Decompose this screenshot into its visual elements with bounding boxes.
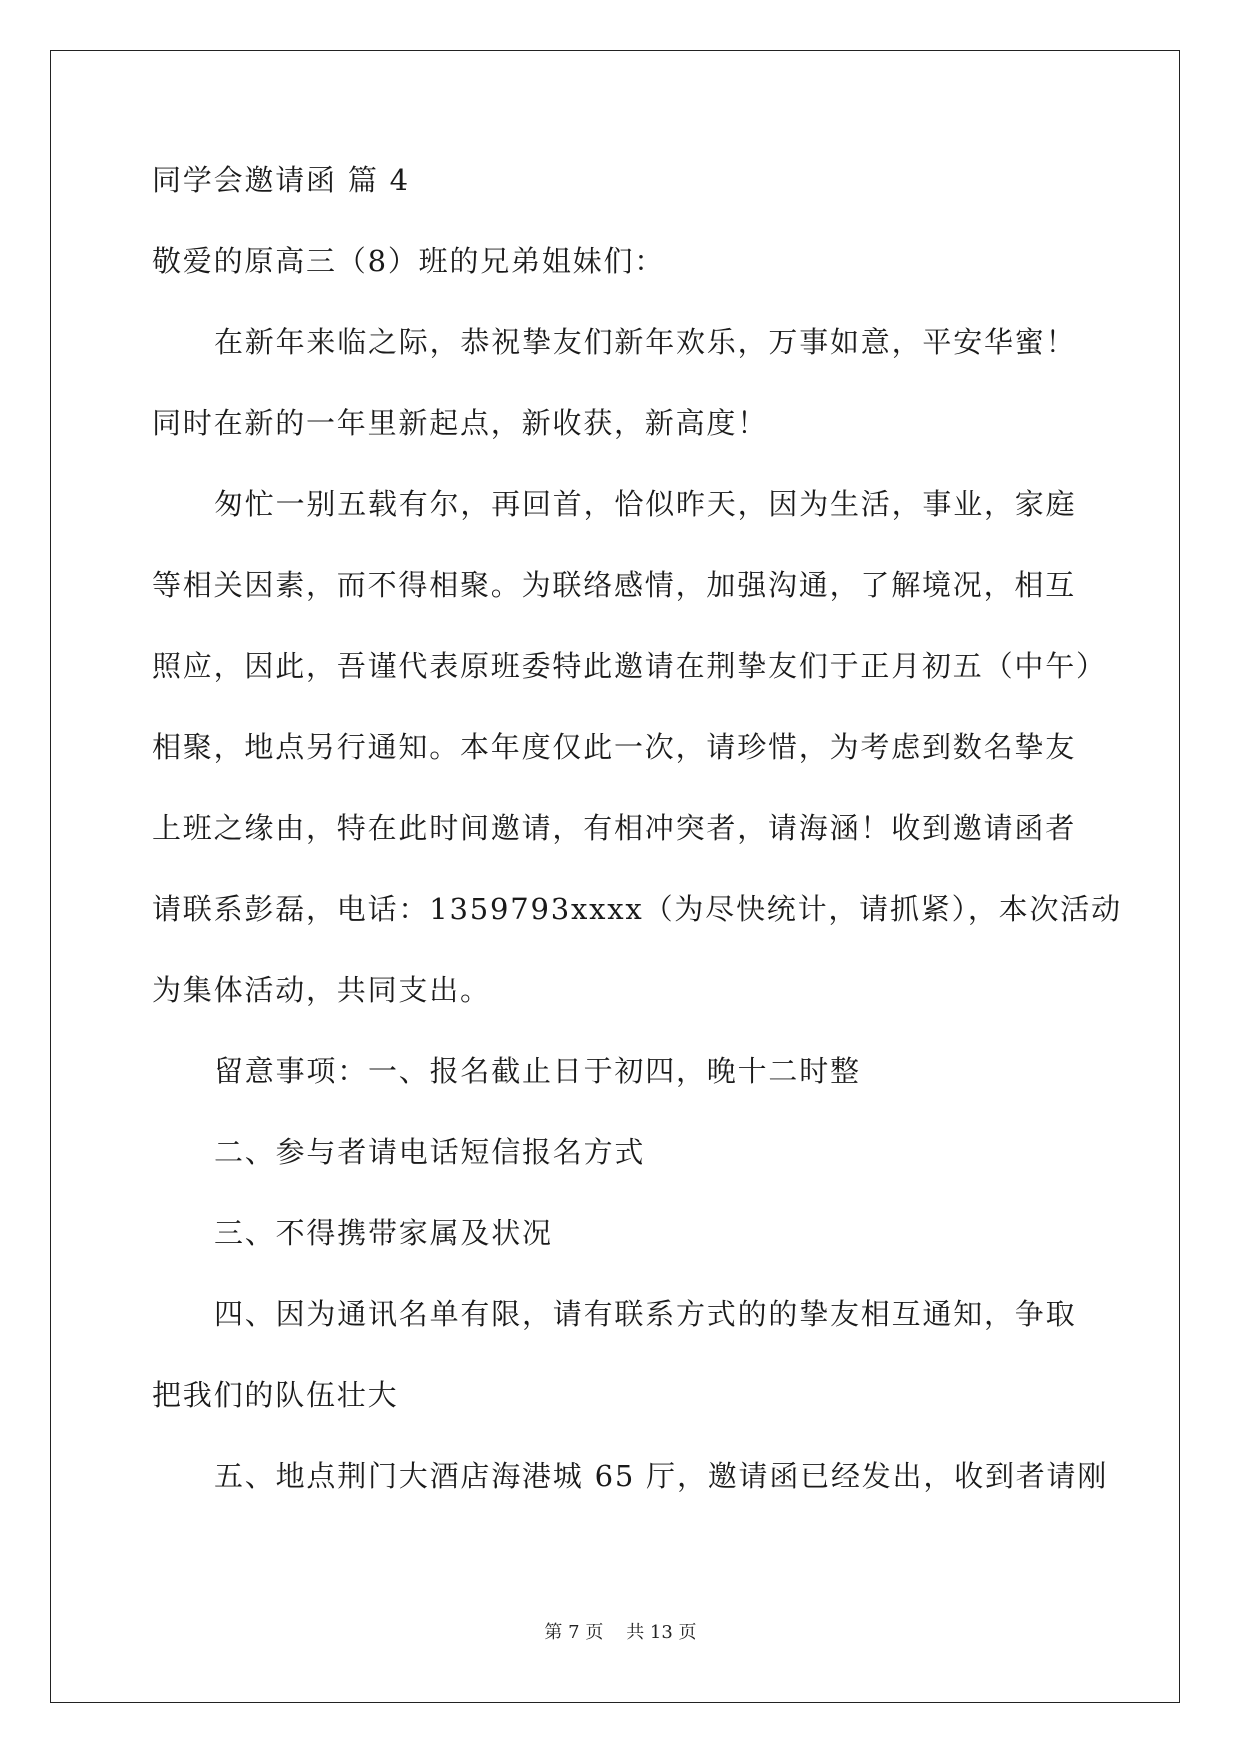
paragraph-line: 在新年来临之际，恭祝挚友们新年欢乐，万事如意，平安华蜜！	[214, 325, 1077, 359]
paragraph-line: 照应，因此，吾谨代表原班委特此邀请在荆挚友们于正月初五（中午）	[152, 649, 1107, 683]
paragraph-line: 上班之缘由，特在此时间邀请，有相冲突者，请海涵！收到邀请函者	[152, 811, 1077, 845]
paragraph-line: 匆忙一别五载有尔，再回首，恰似昨天，因为生活，事业，家庭	[214, 487, 1077, 521]
notice-item: 五、地点荆门大酒店海港城 65 厅，邀请函已经发出，收到者请刚	[214, 1459, 1109, 1493]
notice-item: 把我们的队伍壮大	[152, 1378, 399, 1412]
paragraph-line: 为集体活动，共同支出。	[152, 973, 491, 1007]
salutation: 敬爱的原高三（8）班的兄弟姐妹们：	[152, 244, 666, 278]
document-body	[152, 160, 1122, 1537]
paragraph-line: 相聚，地点另行通知。本年度仅此一次，请珍惜，为考虑到数名挚友	[152, 730, 1077, 764]
page-number: 第 7 页 共 13 页	[544, 1622, 697, 1643]
paragraph-line: 请联系彭磊，电话：1359793xxxx（为尽快统计，请抓紧），本次活动	[152, 892, 1122, 926]
notice-item: 四、因为通讯名单有限，请有联系方式的的挚友相互通知，争取	[214, 1297, 1077, 1331]
paragraph-line: 等相关因素，而不得相聚。为联络感情，加强沟通，了解境况，相互	[152, 568, 1077, 602]
document-title: 同学会邀请函 篇 4	[152, 163, 410, 197]
notice-item: 三、不得携带家属及状况	[214, 1216, 553, 1250]
paragraph-line: 同时在新的一年里新起点，新收获，新高度！	[152, 406, 769, 440]
notice-item: 二、参与者请电话短信报名方式	[214, 1135, 646, 1169]
notice-item: 留意事项：一、报名截止日于初四，晚十二时整	[214, 1054, 861, 1088]
